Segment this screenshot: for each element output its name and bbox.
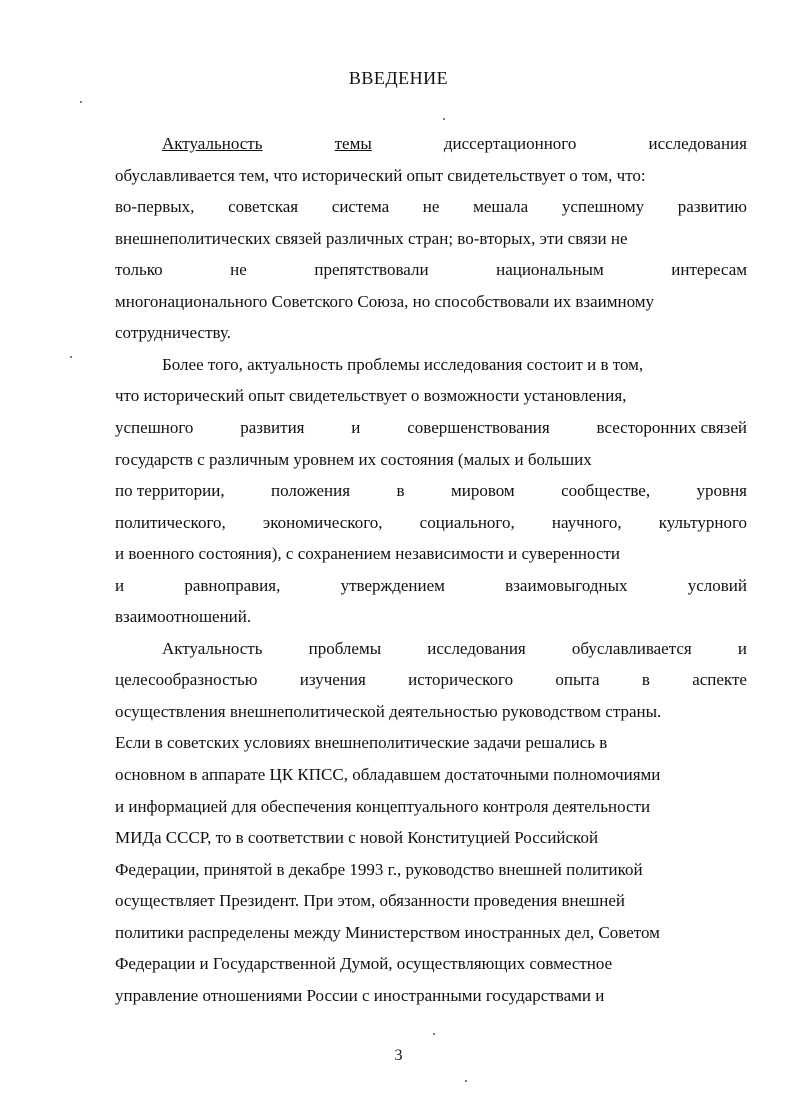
text-segment: и bbox=[115, 575, 125, 595]
text-segment: осуществляет Президент. При этом, обязанности проведения внешней bbox=[115, 891, 626, 911]
text-segment: система bbox=[331, 197, 390, 217]
text-segment: научного, bbox=[551, 512, 622, 532]
text-line bbox=[115, 733, 747, 753]
text-line bbox=[115, 891, 747, 911]
text-segment: интересам bbox=[671, 260, 747, 280]
text-line bbox=[162, 355, 747, 375]
text-segment: Более того, актуальность проблемы исследования состоит и в том, bbox=[162, 354, 644, 374]
text-line bbox=[115, 670, 747, 690]
text-line bbox=[115, 386, 747, 406]
text-segment: что исторический опыт свидетельствует о возможности установления, bbox=[115, 386, 627, 406]
text-segment: политического, bbox=[115, 512, 226, 532]
text-segment: исследования bbox=[648, 134, 747, 153]
text-segment: препятствовали bbox=[314, 260, 429, 280]
text-segment: темы bbox=[334, 134, 372, 153]
text-segment: условий bbox=[687, 575, 747, 595]
text-segment: управление отношениями России с иностранными государствами и bbox=[115, 985, 605, 1005]
scan-speck bbox=[70, 356, 72, 358]
text-segment: в bbox=[641, 670, 650, 690]
text-line bbox=[115, 954, 747, 974]
text-segment: МИДа СССР, то в соответствии с новой Конституцией Российской bbox=[115, 828, 599, 848]
text-segment: мешала bbox=[473, 197, 529, 217]
text-segment: Актуальность bbox=[162, 134, 263, 153]
text-segment: аспекте bbox=[692, 670, 747, 690]
text-segment: Если в советских условиях внешнеполитические задачи решались в bbox=[115, 733, 608, 753]
text-segment: успешному bbox=[561, 197, 645, 217]
text-line bbox=[115, 702, 747, 722]
text-segment: Федерации и Государственной Думой, осуществляющих совместное bbox=[115, 954, 613, 974]
text-segment: государств с различным уровнем их состояния (малых и больших bbox=[115, 449, 592, 469]
text-segment: политики распределены между Министерством иностранных дел, Советом bbox=[115, 922, 660, 942]
text-segment: не bbox=[422, 197, 440, 217]
scan-speck bbox=[465, 1080, 467, 1082]
text-segment: исследования bbox=[427, 638, 526, 658]
text-segment: осуществления внешнеполитической деятельностью руководством страны. bbox=[115, 701, 662, 721]
text-segment: целесообразностью bbox=[115, 670, 258, 690]
text-segment: и информацией для обеспечения концептуального контроля деятельности bbox=[115, 796, 651, 816]
text-segment: только bbox=[115, 260, 163, 280]
text-segment: всесторонних связей bbox=[596, 417, 747, 437]
text-line bbox=[115, 607, 747, 627]
text-line bbox=[115, 765, 747, 785]
text-segment: многонационального Советского Союза, но способствовали их взаимному bbox=[115, 291, 655, 311]
text-segment: культурного bbox=[658, 512, 747, 532]
text-line bbox=[115, 576, 747, 596]
text-line bbox=[115, 197, 747, 217]
text-segment: диссертационного bbox=[443, 134, 577, 153]
text-segment: внешнеполитических связей различных стран; во-вторых, эти связи не bbox=[115, 228, 628, 248]
text-segment: положения bbox=[271, 481, 351, 501]
scan-speck bbox=[433, 1033, 435, 1035]
text-segment: исторического bbox=[408, 670, 514, 690]
text-line bbox=[115, 260, 747, 280]
text-line bbox=[115, 450, 747, 470]
text-segment: советская bbox=[228, 197, 299, 217]
text-segment: опыта bbox=[555, 670, 600, 690]
text-segment: не bbox=[230, 260, 247, 280]
text-segment: обуславливается bbox=[571, 638, 692, 658]
text-line bbox=[115, 229, 747, 249]
text-segment: проблемы bbox=[308, 638, 382, 658]
text-segment: Федерации, принятой в декабре 1993 г., руководство внешней политикой bbox=[115, 859, 643, 879]
text-segment: и bbox=[737, 638, 747, 658]
text-segment: совершенствования bbox=[407, 417, 550, 437]
text-line bbox=[115, 513, 747, 533]
text-line bbox=[115, 292, 747, 312]
page-number: 3 bbox=[394, 1047, 403, 1064]
text-segment: мировом bbox=[450, 481, 515, 501]
text-line bbox=[115, 923, 747, 943]
scan-speck bbox=[80, 101, 82, 103]
text-segment: развитию bbox=[677, 197, 747, 217]
scan-speck bbox=[443, 118, 445, 120]
text-segment: сообществе, bbox=[561, 481, 651, 501]
text-segment: равноправия, bbox=[184, 575, 281, 595]
text-segment: по территории, bbox=[115, 481, 225, 501]
text-line bbox=[115, 323, 747, 343]
text-segment: утверждением bbox=[340, 575, 445, 595]
text-segment: и bbox=[351, 417, 361, 437]
text-segment: сотрудничеству. bbox=[115, 323, 231, 343]
text-segment: в bbox=[396, 481, 405, 501]
text-segment: Актуальность bbox=[162, 638, 263, 658]
text-line bbox=[115, 418, 747, 438]
text-line bbox=[115, 797, 747, 817]
text-segment: обуславливается тем, что исторический опыт свидетельствует о том, что: bbox=[115, 165, 646, 185]
text-segment: развития bbox=[240, 417, 305, 437]
text-line bbox=[115, 828, 747, 848]
text-line bbox=[115, 860, 747, 880]
text-segment: основном в аппарате ЦК КПСС, обладавшем достаточными полномочиями bbox=[115, 765, 661, 784]
text-segment: уровня bbox=[696, 481, 747, 501]
text-line bbox=[115, 544, 747, 564]
text-segment: успешного bbox=[115, 417, 194, 437]
text-segment: во-первых, bbox=[115, 197, 195, 217]
page-title: ВВЕДЕНИЕ bbox=[348, 68, 449, 88]
text-line bbox=[162, 639, 747, 659]
text-segment: изучения bbox=[299, 670, 366, 690]
text-line bbox=[115, 166, 747, 186]
text-segment: национальным bbox=[496, 260, 604, 280]
text-segment: взаимоотношений. bbox=[115, 607, 252, 627]
text-segment: экономического, bbox=[262, 512, 383, 532]
text-line bbox=[115, 481, 747, 501]
text-line bbox=[115, 986, 747, 1006]
text-line bbox=[162, 134, 747, 154]
text-segment: и военного состояния), с сохранением независимости и суверенности bbox=[115, 544, 621, 564]
text-segment: взаимовыгодных bbox=[505, 575, 628, 595]
text-segment: социального, bbox=[419, 512, 515, 532]
